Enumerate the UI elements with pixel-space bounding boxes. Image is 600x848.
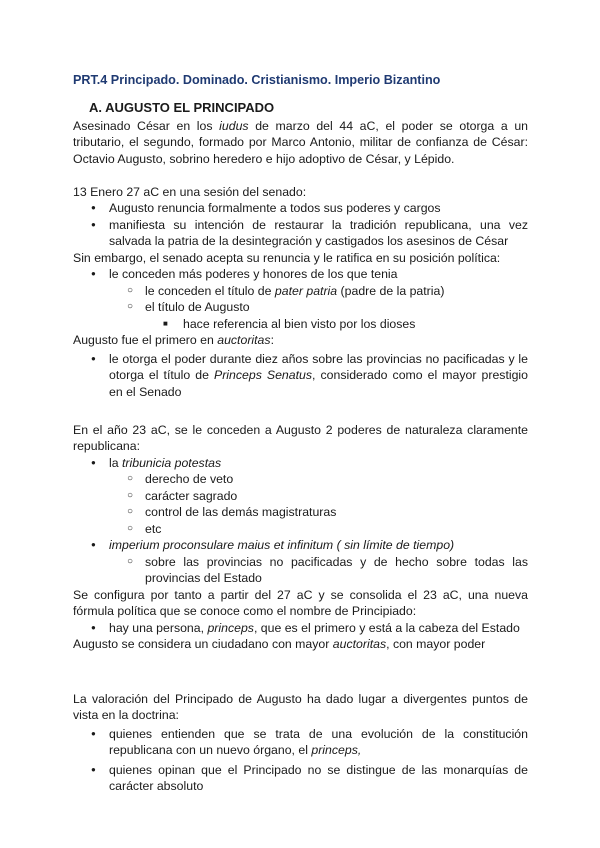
tribunicia-list	[73, 471, 528, 537]
valoracion-paragraph: La valoración del Principado de Augusto ha dado lugar a divergentes puntos de vista en la doctrina:	[73, 691, 528, 722]
page-title: PRT.4 Principado. Dominado. Cristianismo. Imperio Bizantino	[73, 73, 441, 87]
valoracion-list	[73, 726, 528, 795]
list-item: ● Augusto renuncia formalmente a todos sus poderes y cargos	[73, 200, 528, 217]
sub-sub-list-item: ■ hace referencia al bien visto por los dioses	[73, 316, 528, 333]
list-item: ● hay una persona, princeps, que es el primero y está a la cabeza del Estado	[73, 620, 528, 637]
list-item: ● manifiesta su intención de restaurar la tradición republicana, una vez salvada la patria de la desintegración y castigados los asesinos de César	[73, 217, 528, 250]
list-item: ● imperium proconsulare maius et infinitum ( sin límite de tiempo)	[73, 537, 528, 554]
list-item: ● la tribunicia potestas	[73, 455, 528, 472]
senate-list	[73, 200, 528, 250]
ano-23-paragraph: En el año 23 aC, se le conceden a Augusto 2 poderes de naturaleza claramente republicana:	[73, 422, 528, 453]
sub-list-item: ○ le conceden el título de pater patria (padre de la patria)	[73, 283, 528, 300]
sub-list-item: ○ el título de Augusto	[73, 299, 528, 316]
list-item: ● le otorga el poder durante diez años sobre las provincias no pacificadas y le otorga el título de Princeps Senatus, considerado como el mayor prestigio en el Senado	[73, 351, 528, 401]
auctoritas-line: Augusto fue el primero en auctoritas:	[73, 333, 274, 347]
list-item: ● quienes opinan que el Principado no se distingue de las monarquías de carácter absoluto	[73, 762, 528, 795]
sub-list-item: ○ control de las demás magistraturas	[73, 504, 528, 521]
ciudadano-line: Augusto se considera un ciudadano con mayor auctoritas, con mayor poder	[73, 637, 486, 651]
sub-list-item: ○ derecho de veto	[73, 471, 528, 488]
section-heading: A. AUGUSTO EL PRINCIPADO	[89, 100, 275, 115]
sub-list-item: ○ carácter sagrado	[73, 488, 528, 505]
sub-list-item: ○ sobre las provincias no pacificadas y de hecho sobre todas las provincias del Estado	[73, 554, 528, 587]
sin-embargo-line: Sin embargo, el senado acepta su renuncia y le ratifica en su posición política:	[73, 250, 501, 265]
document-body	[73, 100, 528, 795]
intro-paragraph: Asesinado César en los iudus de marzo del 44 aC, el poder se otorga a un tributario, el segundo, formado por Marco Antonio, militar de confianza de César: Octavio Augusto, sobrino heredero e hijo adoptivo de César, y Lépido.	[73, 118, 529, 166]
configura-paragraph: Se configura por tanto a partir del 27 aC y se consolida el 23 aC, una nueva fórmula política que se conoce como el nombre de Principiado:	[73, 587, 528, 618]
list-item: ● quienes entienden que se trata de una evolución de la constitución republicana con un nuevo órgano, el princeps,	[73, 726, 528, 759]
senate-session-line: 13 Enero 27 aC en una sesión del senado:	[73, 184, 307, 199]
sub-list-item: ○ etc	[73, 521, 528, 538]
list-item: ● le conceden más poderes y honores de los que tenia	[73, 266, 528, 283]
